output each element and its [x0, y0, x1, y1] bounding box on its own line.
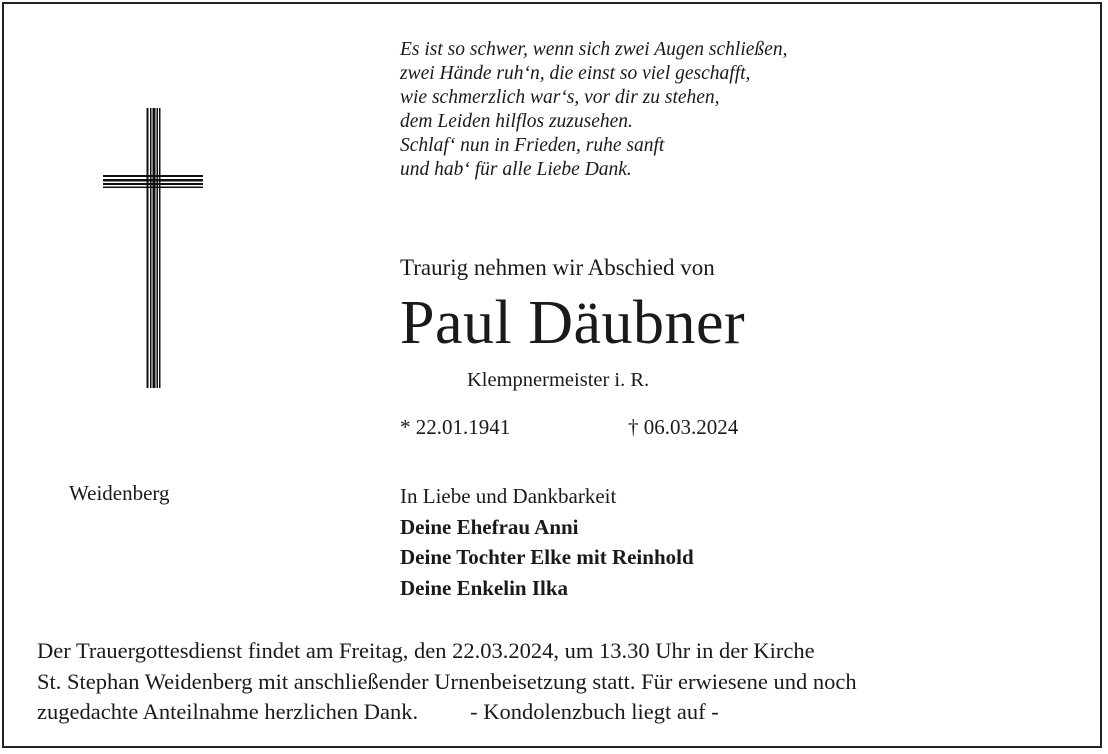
intro-text: Traurig nehmen wir Abschied von [400, 255, 715, 280]
service-info [37, 636, 857, 728]
poem-line: wie schmerzlich war‘s, vor dir zu stehen, [400, 87, 720, 108]
mourner: Deine Enkelin Ilka [400, 575, 569, 600]
deceased-name: Paul Däubner [400, 289, 746, 357]
birth-date: * 22.01.1941 [400, 415, 511, 439]
death-date: † 06.03.2024 [628, 415, 739, 439]
closing-phrase: In Liebe und Dankbarkeit [400, 484, 617, 508]
condolence-note: - Kondolenzbuch liegt auf - [470, 699, 719, 724]
mourner: Deine Ehefrau Anni [400, 514, 579, 539]
poem [400, 38, 787, 182]
service-line: zugedachte Anteilnahme herzlichen Dank. [37, 699, 419, 724]
poem-line: dem Leiden hilflos zuzusehen. [400, 111, 633, 132]
place: Weidenberg [69, 481, 170, 505]
mourner: Deine Tochter Elke mit Reinhold [400, 545, 694, 569]
poem-line: Schlaf‘ nun in Frieden, ruhe sanft [400, 135, 665, 156]
service-line: St. Stephan Weidenberg mit anschließender Urnenbeisetzung statt. Für erwiesene und noch [37, 668, 857, 694]
poem-line: und hab‘ für alle Liebe Dank. [400, 159, 632, 180]
mourners-block [400, 481, 694, 603]
poem-line: Es ist so schwer, wenn sich zwei Augen schließen, [400, 39, 788, 60]
poem-line: zwei Hände ruh‘n, die einst so viel geschafft, [400, 63, 751, 84]
service-line: Der Trauergottesdienst findet am Freitag, den 22.03.2024, um 13.30 Uhr in der Kirche [37, 638, 815, 663]
cross-icon [103, 108, 203, 390]
occupation: Klempnermeister i. R. [467, 369, 650, 391]
service-line-last [37, 697, 857, 728]
